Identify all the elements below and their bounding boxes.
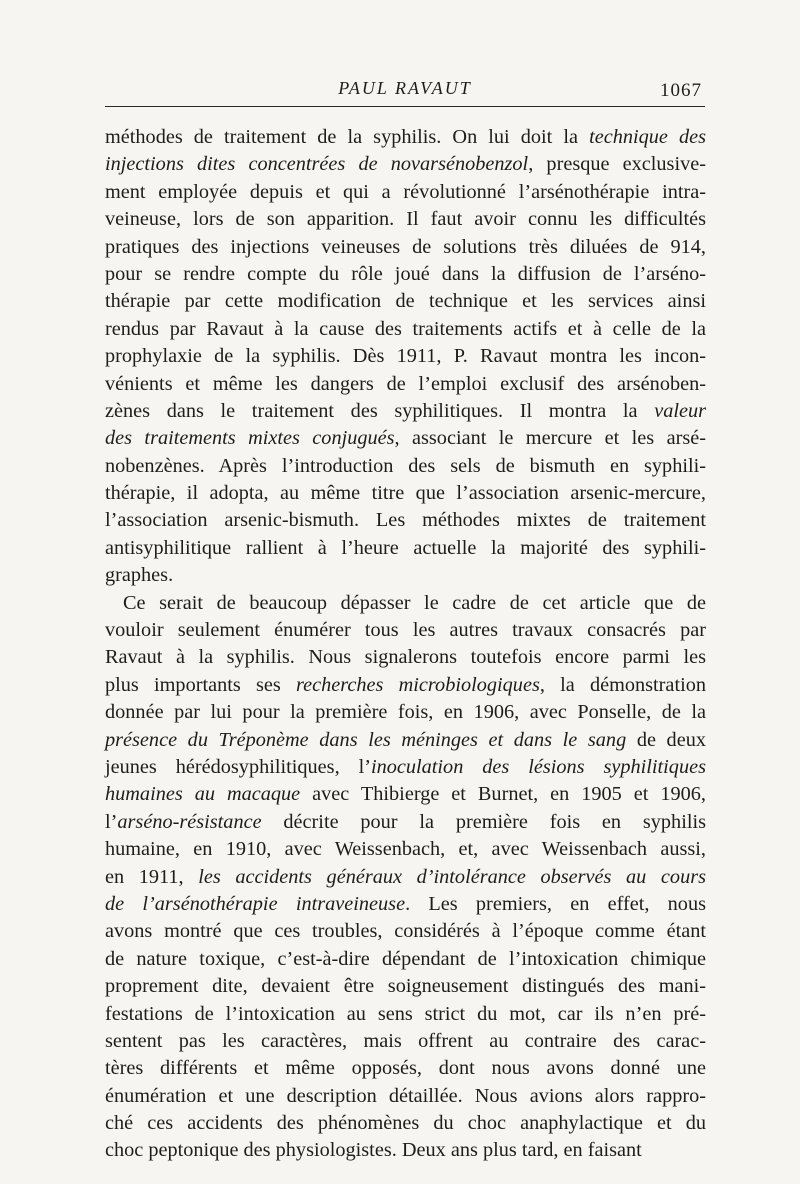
text-line bbox=[105, 809, 706, 836]
text-run: pratiques des injections veineuses de solutions très diluées de 914, bbox=[105, 235, 706, 258]
text-run: humaine, en 1910, avec Weissenbach, et, avec Weissenbach aussi, bbox=[105, 838, 706, 861]
italic-text: technique des bbox=[589, 126, 706, 148]
header-rule bbox=[105, 106, 705, 107]
text-run: donnée par lui pour la première fois, en 1906, avec Ponselle, de la bbox=[105, 701, 706, 724]
text-run: festations de l’intoxication au sens strict du mot, car ils n’en pré- bbox=[105, 1002, 706, 1025]
text-line bbox=[105, 1083, 706, 1110]
italic-text: inoculation des lésions syphilitiques bbox=[370, 755, 706, 778]
text-run: méthodes de traitement de la syphilis. On lui doit la bbox=[105, 126, 590, 148]
text-run: tères différents et même opposés, dont nous avons donné une bbox=[105, 1057, 706, 1080]
text-line bbox=[105, 699, 706, 726]
italic-text: arséno-résistance bbox=[117, 810, 262, 833]
text-line bbox=[105, 1028, 706, 1055]
text-run: l’ bbox=[358, 755, 371, 778]
text-line bbox=[105, 864, 706, 891]
text-line bbox=[105, 891, 706, 918]
italic-text: valeur bbox=[654, 399, 706, 422]
text-line bbox=[105, 371, 706, 398]
text-run: antisyphilitique rallient à l’heure actuelle la majorité des syphili- bbox=[105, 536, 706, 559]
text-run: énumération et une description détaillée. Nous avions alors rappro- bbox=[105, 1084, 706, 1107]
text-line bbox=[105, 480, 706, 507]
text-run: vénients et même les dangers de l’emploi exclusif des arsénoben- bbox=[105, 372, 706, 395]
text-line bbox=[105, 562, 706, 589]
text-run: thérapie par cette modification de technique et les services ainsi bbox=[105, 290, 706, 313]
text-line bbox=[105, 343, 706, 370]
text-run: proprement dite, devaient être soigneusement distingués des mani- bbox=[105, 975, 706, 998]
text-line bbox=[105, 754, 706, 781]
text-run: ment employée depuis et qui a révolutionné l’arsénothérapie intra- bbox=[105, 180, 706, 203]
text-line bbox=[105, 946, 706, 973]
italic-text: humaines au macaque bbox=[105, 783, 301, 806]
italic-text: injections dites concentrées de novarsénobenzol bbox=[105, 153, 529, 176]
text-run: , la démonstration bbox=[539, 673, 706, 696]
text-run: , associant le mercure et les arsé- bbox=[394, 427, 706, 450]
text-run: rendus par Ravaut à la cause des traitements actifs et à celle de la bbox=[105, 317, 706, 340]
text-line bbox=[105, 727, 706, 754]
text-line bbox=[105, 507, 706, 534]
text-line bbox=[105, 1137, 706, 1164]
italic-text: présence du Tréponème dans les méninges et dans le sang bbox=[105, 728, 627, 751]
text-run: , presque exclusive- bbox=[528, 153, 706, 176]
page-header bbox=[105, 76, 705, 112]
text-run: Ravaut à la syphilis. Nous signalerons toutefois encore parmi les bbox=[105, 646, 706, 669]
text-line bbox=[105, 453, 706, 480]
text-run: de nature toxique, c’est-à-dire dépendant de l’intoxication chimique bbox=[105, 947, 706, 970]
text-run: l’ bbox=[105, 810, 118, 833]
body-text bbox=[105, 124, 706, 1165]
text-run: veineuse, lors de son apparition. Il faut avoir connu les difficultés bbox=[105, 208, 706, 231]
text-run: en 1911, bbox=[105, 865, 199, 888]
text-line bbox=[105, 644, 706, 671]
text-line bbox=[105, 398, 706, 425]
text-line bbox=[105, 234, 706, 261]
page-number: 1067 bbox=[660, 80, 702, 101]
text-run: . Les premiers, en effet, nous bbox=[405, 892, 706, 915]
text-run: pour se rendre compte du rôle joué dans la diffusion de l’arséno- bbox=[105, 262, 706, 285]
text-line bbox=[105, 179, 706, 206]
text-run: l’association arsenic-bismuth. Les méthodes mixtes de traitement bbox=[105, 509, 706, 532]
text-run: graphes. bbox=[105, 564, 174, 587]
text-run: avons montré que ces troubles, considérés à l’époque comme étant bbox=[105, 920, 706, 943]
text-run: prophylaxie de la syphilis. Dès 1911, P. Ravaut montra les incon- bbox=[105, 345, 706, 368]
text-line bbox=[105, 151, 706, 178]
text-line bbox=[105, 425, 706, 452]
text-line bbox=[105, 590, 706, 617]
text-line bbox=[105, 672, 706, 699]
italic-text: les accidents généraux d’intolérance observés au cours bbox=[198, 865, 706, 888]
text-line bbox=[105, 535, 706, 562]
italic-text: des traitements mixtes conjugués bbox=[105, 427, 395, 450]
text-run: ché ces accidents des phénomènes du choc anaphylactique et du bbox=[105, 1112, 706, 1135]
text-line bbox=[105, 617, 706, 644]
italic-text: recherches microbiologiques bbox=[295, 673, 540, 696]
text-run: nobenzènes. Après l’introduction des sels de bismuth en syphili- bbox=[105, 454, 706, 477]
italic-text: de l’arsénothérapie intraveineuse bbox=[105, 892, 406, 915]
text-run: de deux bbox=[626, 728, 706, 751]
text-line bbox=[105, 124, 706, 151]
text-line bbox=[105, 836, 706, 863]
text-line bbox=[105, 918, 706, 945]
text-line bbox=[105, 973, 706, 1000]
text-line bbox=[105, 1110, 706, 1137]
text-line bbox=[105, 316, 706, 343]
text-run: zènes dans le traitement des syphilitiques. Il montra la bbox=[105, 399, 655, 422]
text-line bbox=[105, 781, 706, 808]
text-run: sentent pas les caractères, mais offrent au contraire des carac- bbox=[105, 1029, 706, 1052]
text-run: avec Thibierge et Burnet, en 1905 et 1906, bbox=[300, 783, 707, 806]
text-run: Ce serait de beaucoup dépasser le cadre de cet article que de bbox=[123, 591, 706, 614]
text-run: plus importants ses bbox=[105, 673, 296, 696]
text-run: thérapie, il adopta, au même titre que l’association arsenic-mercure, bbox=[105, 482, 706, 505]
text-line bbox=[105, 288, 706, 315]
text-run: choc peptonique des physiologistes. Deux ans plus tard, en faisant bbox=[105, 1139, 642, 1162]
text-line bbox=[105, 1055, 706, 1082]
text-run: décrite pour la première fois en syphilis bbox=[261, 810, 706, 833]
text-line bbox=[105, 206, 706, 233]
text-run: jeunes hérédosyphilitiques, bbox=[105, 755, 359, 778]
running-title: PAUL RAVAUT bbox=[338, 78, 472, 98]
text-line bbox=[105, 1001, 706, 1028]
text-run: vouloir seulement énumérer tous les autres travaux consacrés par bbox=[105, 619, 706, 642]
text-line bbox=[105, 261, 706, 288]
